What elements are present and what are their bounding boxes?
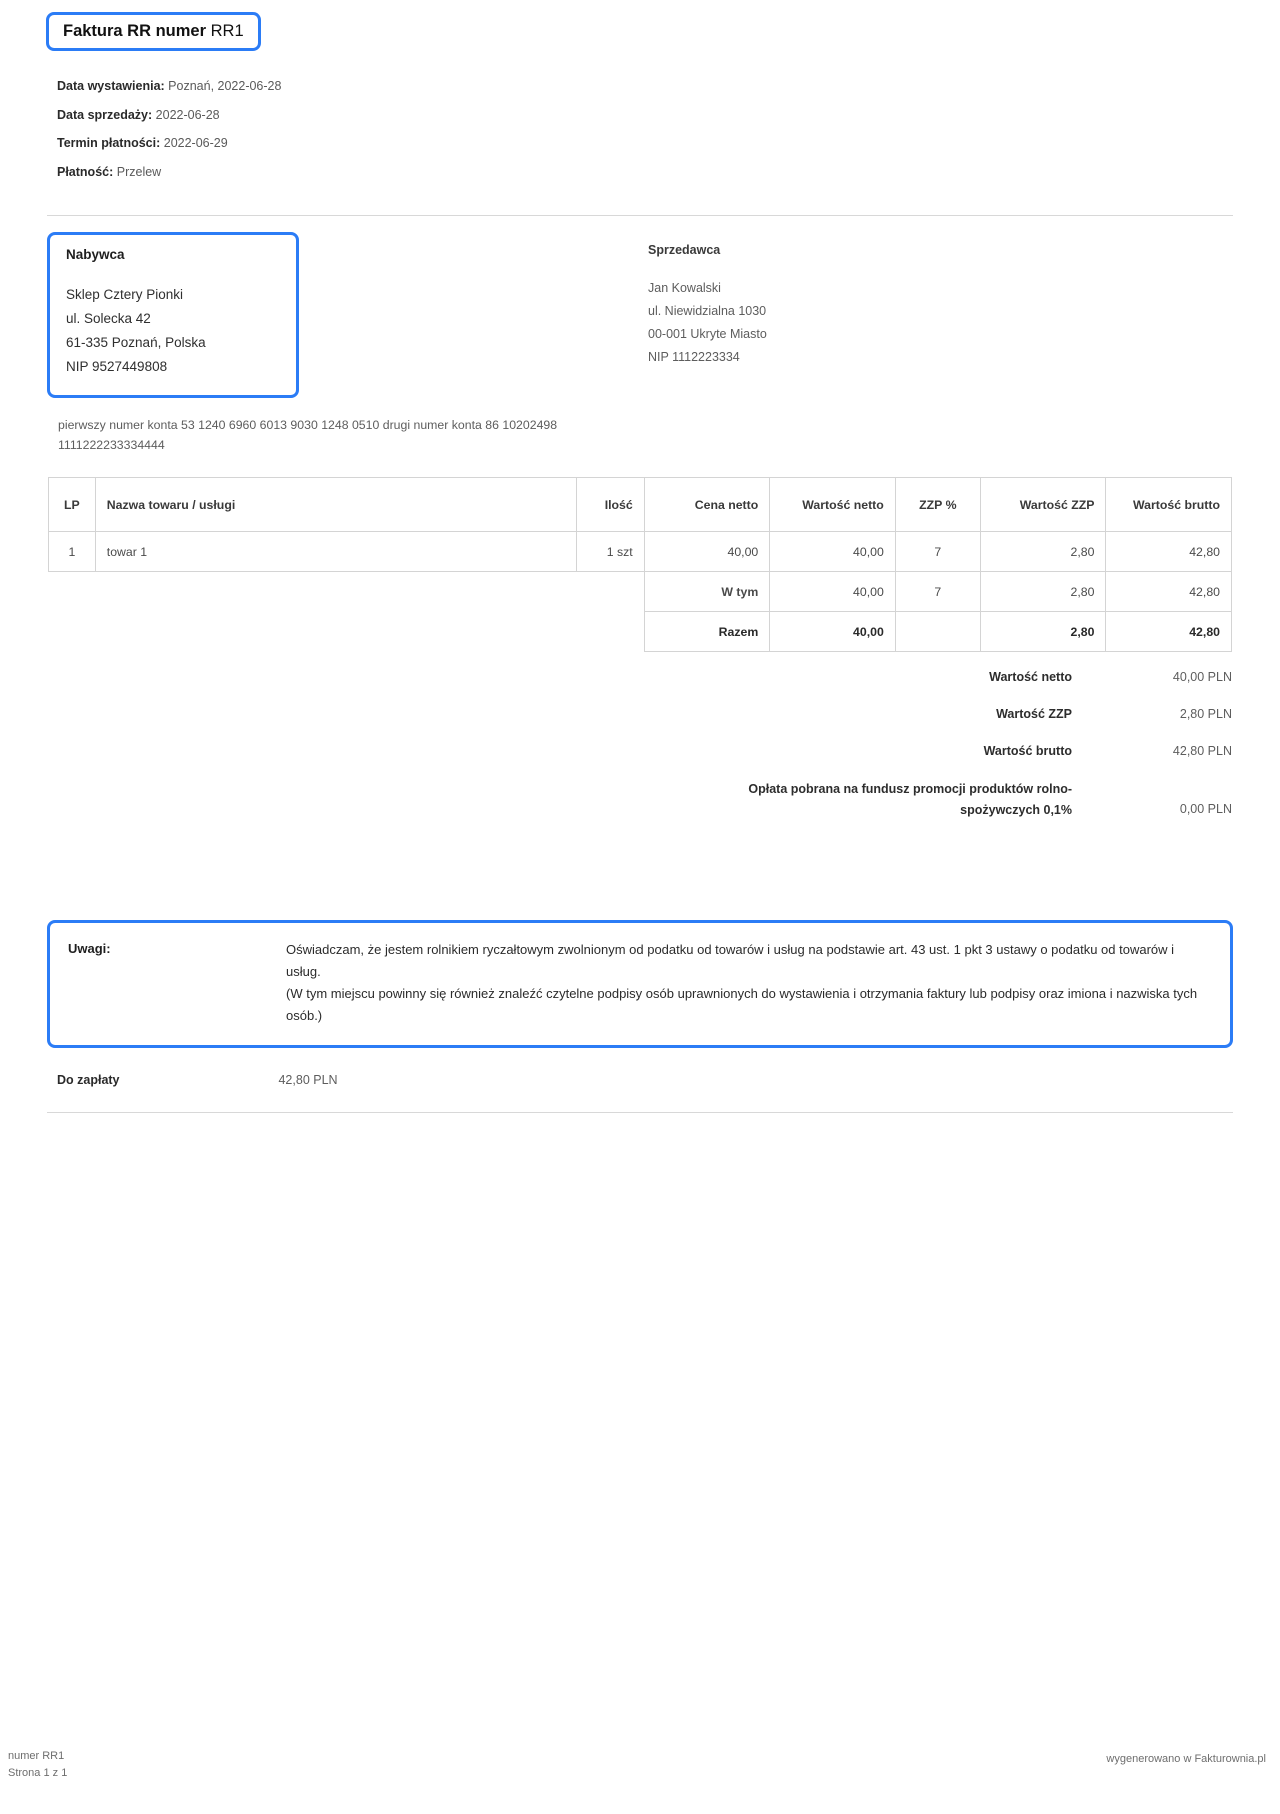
notes-line-1: Oświadczam, że jestem rolnikiem ryczałtowym zwolnionym od podatku od towarów i usług na podstawie art. 43 ust. 1 pkt 3 ustawy o podatku od towarów i usług. <box>286 942 1175 979</box>
header-lp: LP <box>49 478 96 532</box>
summary-value-net: 40,00 PLN <box>1172 670 1232 684</box>
buyer-line-name: Sklep Cztery Pionki <box>66 287 184 302</box>
invoice-meta <box>57 72 281 186</box>
buyer-line-nip: NIP 9527449808 <box>66 359 168 374</box>
footer-left <box>8 1748 67 1782</box>
meta-label-due-date: Termin płatności: <box>57 136 161 150</box>
meta-value-issue-date: Poznań, 2022-06-28 <box>168 79 282 93</box>
cell-value-gross: 42,80 <box>1106 532 1232 572</box>
footer-page: Strona 1 z 1 <box>8 1767 68 1779</box>
spacer-lp <box>49 572 96 612</box>
summary-label-gross: Wartość brutto <box>983 744 1072 758</box>
meta-row-sale-date <box>57 101 281 130</box>
spacer-qty <box>576 572 644 612</box>
cell-lp: 1 <box>49 532 96 572</box>
subtotal-zzp-percent: 7 <box>895 572 980 612</box>
seller-line-city: 00-001 Ukryte Miasto <box>648 327 767 341</box>
meta-row-issue-date <box>57 72 281 101</box>
footer-number: numer RR1 <box>8 1750 65 1762</box>
total-label: Razem <box>644 612 770 652</box>
notes-content <box>286 939 1212 1027</box>
total-value-gross: 42,80 <box>1106 612 1232 652</box>
table-row <box>49 532 1232 572</box>
meta-value-payment: Przelew <box>116 164 162 179</box>
subtotal-value-zzp: 2,80 <box>980 572 1106 612</box>
subtotal-value-gross: 42,80 <box>1106 572 1232 612</box>
summary-row-zzp <box>672 705 1232 724</box>
buyer-line-street: ul. Solecka 42 <box>66 311 151 326</box>
cell-qty: 1 szt <box>576 532 644 572</box>
buyer-line-city: 61-335 Poznań, Polska <box>66 335 206 350</box>
invoice-title <box>46 12 261 51</box>
table-row-total <box>49 612 1232 652</box>
summary-block <box>672 668 1232 839</box>
summary-row-net <box>672 668 1232 687</box>
seller-line-nip: NIP 1112223334 <box>648 350 740 364</box>
summary-label-fund-fee: Opłata pobrana na fundusz promocji produktów rolno-spożywczych 0,1% <box>748 782 1072 817</box>
subtotal-label: W tym <box>644 572 770 612</box>
meta-label-sale-date: Data sprzedaży: <box>57 107 153 122</box>
summary-value-gross: 42,80 PLN <box>1172 744 1232 758</box>
cell-value-zzp: 2,80 <box>980 532 1106 572</box>
summary-value-fund-fee: 0,00 PLN <box>1179 802 1232 816</box>
divider-bottom <box>47 1112 1233 1113</box>
header-value-net: Wartość netto <box>770 478 896 532</box>
cell-zzp-percent: 7 <box>895 532 980 572</box>
cell-name: towar 1 <box>95 532 576 572</box>
bank-accounts: pierwszy numer konta 53 1240 6960 6013 9030 1248 0510 drugi numer konta 86 10202498 1111222233334444 <box>58 418 558 452</box>
summary-row-fund-fee <box>672 779 1232 821</box>
header-zzp-percent: ZZP % <box>895 478 980 532</box>
meta-label-issue-date: Data wystawienia: <box>57 79 165 93</box>
summary-value-zzp: 2,80 PLN <box>1179 707 1232 721</box>
header-value-gross: Wartość brutto <box>1106 478 1232 532</box>
spacer-name <box>95 572 576 612</box>
invoice-title-number: RR1 <box>210 22 244 40</box>
to-pay-value: 42,80 PLN <box>278 1073 338 1087</box>
summary-label-zzp: Wartość ZZP <box>996 707 1072 721</box>
total-value-net: 40,00 <box>770 612 896 652</box>
subtotal-value-net: 40,00 <box>770 572 896 612</box>
total-value-zzp: 2,80 <box>980 612 1106 652</box>
buyer-heading: Nabywca <box>66 247 125 262</box>
to-pay-row <box>57 1073 338 1087</box>
seller-line-street: ul. Niewidzialna 1030 <box>648 304 767 318</box>
spacer-qty-2 <box>576 612 644 652</box>
items-table <box>48 477 1232 652</box>
table-row-subtotal <box>49 572 1232 612</box>
invoice-title-label: Faktura RR numer <box>63 22 207 40</box>
meta-value-sale-date: 2022-06-28 <box>155 107 220 122</box>
notes-block <box>47 920 1233 1048</box>
cell-price-net: 40,00 <box>644 532 770 572</box>
seller-heading: Sprzedawca <box>648 243 721 257</box>
to-pay-label: Do zapłaty <box>57 1073 120 1087</box>
buyer-block <box>47 232 299 398</box>
spacer-lp-2 <box>49 612 96 652</box>
footer-generated-by: wygenerowano w Fakturownia.pl <box>1106 1753 1266 1765</box>
meta-row-due-date <box>57 129 281 158</box>
meta-value-due-date: 2022-06-29 <box>163 136 228 150</box>
seller-line-name: Jan Kowalski <box>648 281 721 295</box>
seller-block <box>648 243 767 369</box>
summary-label-net: Wartość netto <box>989 670 1072 684</box>
cell-value-net: 40,00 <box>770 532 896 572</box>
total-zzp-percent <box>895 612 980 652</box>
header-name: Nazwa towaru / usługi <box>95 478 576 532</box>
header-qty: Ilość <box>576 478 644 532</box>
header-price-net: Cena netto <box>644 478 770 532</box>
meta-label-payment: Płatność: <box>57 164 114 179</box>
header-value-zzp: Wartość ZZP <box>980 478 1106 532</box>
divider-top <box>47 215 1233 216</box>
notes-line-2: (W tym miejscu powinny się również znaleźć czytelne podpisy osób uprawnionych do wystawienia i otrzymania faktury lub podpisy oraz imiona i nazwiska tych osób.) <box>286 986 1198 1023</box>
items-table-header-row <box>49 478 1232 532</box>
summary-row-gross <box>672 742 1232 761</box>
meta-row-payment <box>57 158 281 187</box>
notes-label: Uwagi: <box>68 941 111 956</box>
spacer-name-2 <box>95 612 576 652</box>
